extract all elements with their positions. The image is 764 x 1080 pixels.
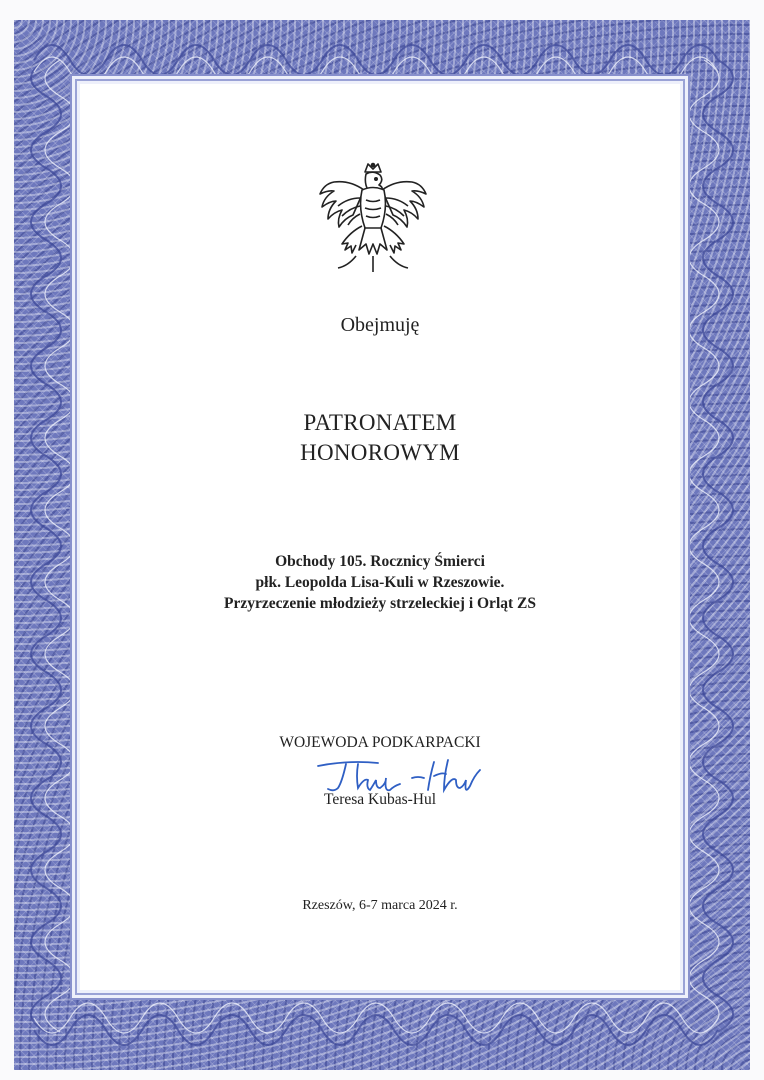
signatory-name: Teresa Kubas-Hul	[323, 791, 437, 808]
intro-text: Obejmuję	[340, 314, 420, 336]
title-line-1: PATRONATEM	[303, 410, 457, 435]
event-line-1: Obchody 105. Rocznicy Śmierci	[275, 553, 485, 570]
signatory-role: WOJEWODA PODKARPACKI	[279, 734, 481, 751]
certificate-title	[80, 408, 680, 468]
handwritten-signature-icon	[316, 756, 482, 796]
event-line-3: Przyrzeczenie młodzieży strzeleckiej i Orląt ZS	[223, 595, 536, 612]
title-line-2: HONOROWYM	[300, 440, 460, 465]
place-and-date: Rzeszów, 6-7 marca 2024 r.	[302, 898, 458, 913]
event-description	[80, 551, 680, 614]
polish-eagle-icon	[316, 160, 430, 282]
event-line-2: płk. Leopolda Lisa-Kuli w Rzeszowie.	[255, 574, 505, 591]
